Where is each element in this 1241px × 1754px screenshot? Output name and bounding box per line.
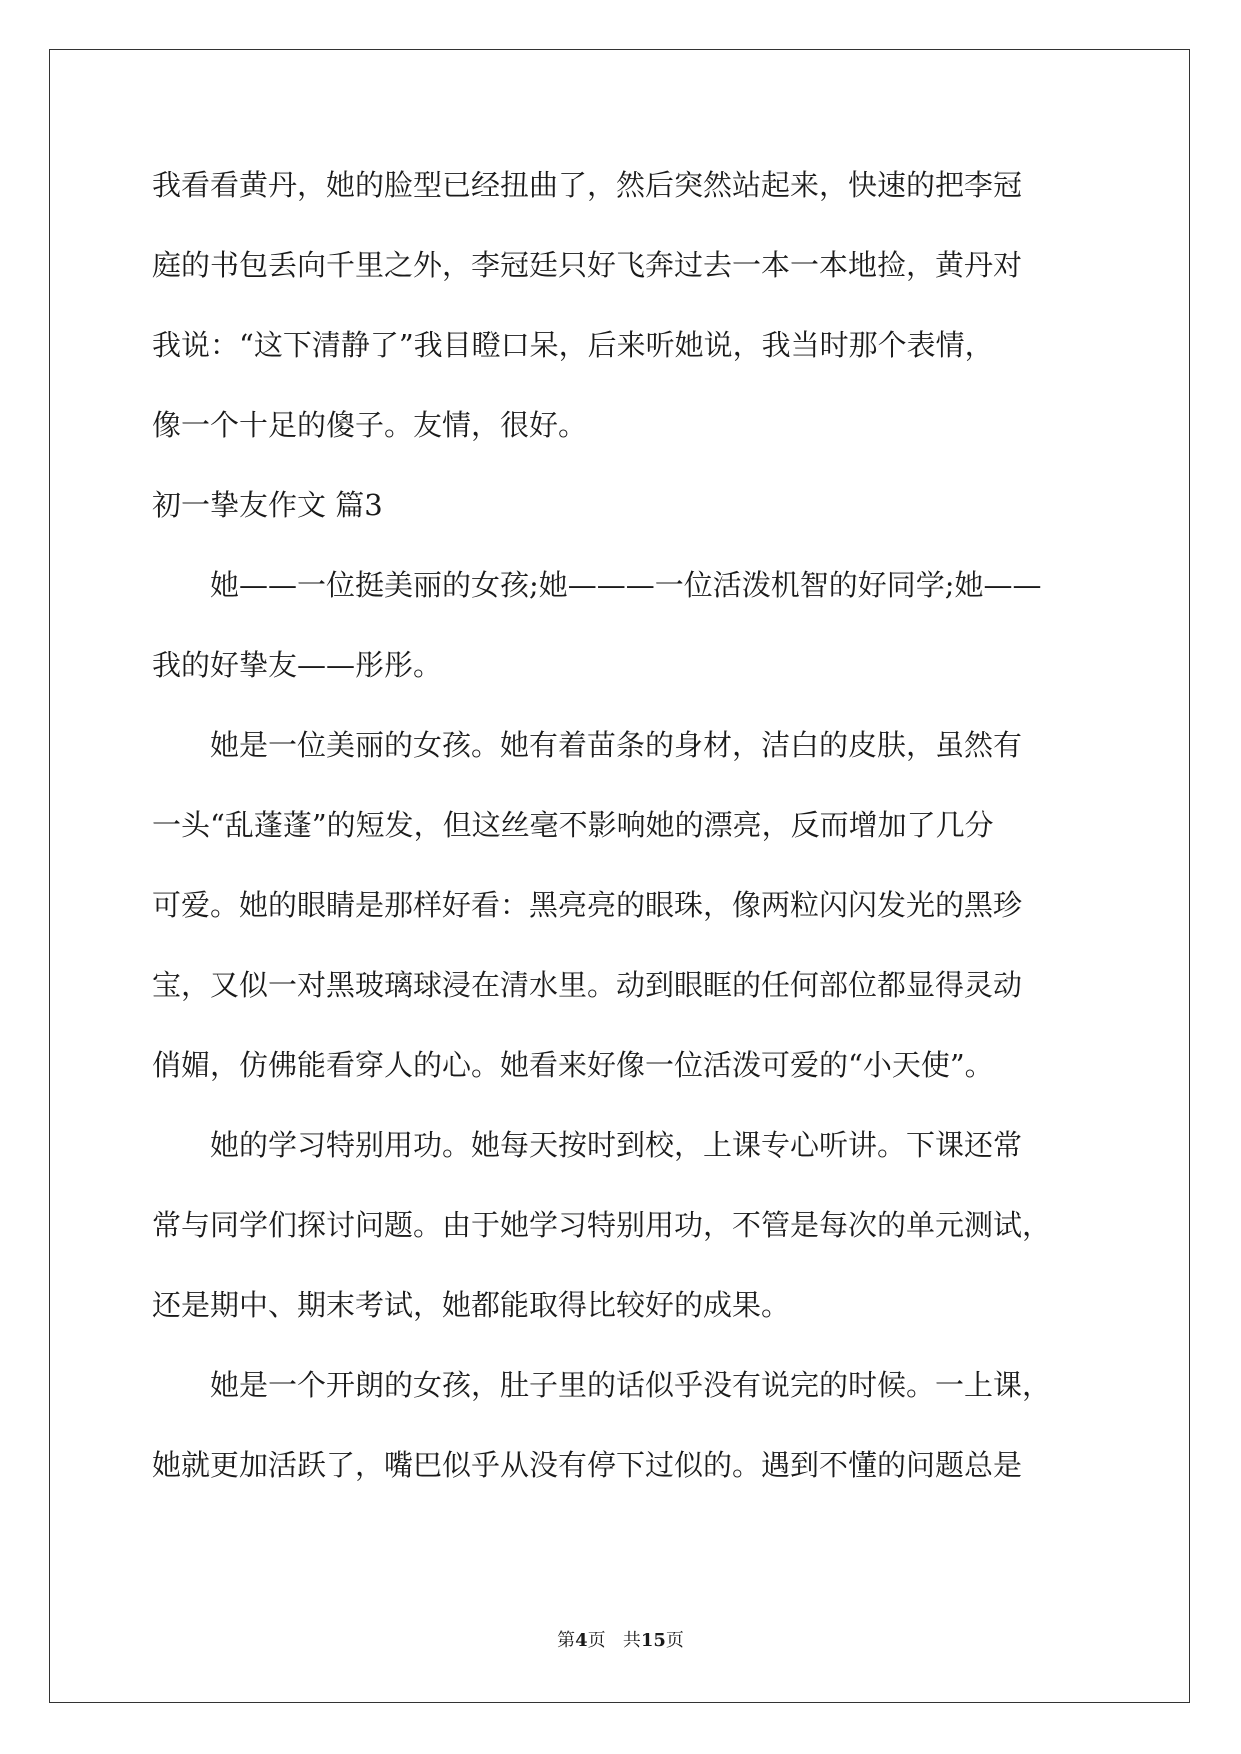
body-line: 她的学习特别用功。她每天按时到校，上课专心听讲。下课还常: [152, 1128, 1023, 1162]
page-number: 4: [575, 1630, 588, 1651]
page-footer: [0, 1626, 1241, 1652]
body-line: 一头“乱蓬蓬”的短发，但这丝毫不影响她的漂亮，反而增加了几分: [152, 808, 994, 842]
body-line: 她是一个开朗的女孩，肚子里的话似乎没有说完的时候。一上课，: [152, 1368, 1052, 1402]
body-line: 她——一位挺美丽的女孩;她———一位活泼机智的好同学;她——: [152, 568, 1042, 602]
footer-page-suffix: 页: [587, 1630, 606, 1651]
body-line: 庭的书包丢向千里之外，李冠廷只好飞奔过去一本一本地捡，黄丹对: [152, 248, 1023, 282]
body-line: 她是一位美丽的女孩。她有着苗条的身材，洁白的皮肤，虽然有: [152, 728, 1023, 762]
body-line: 还是期中、期末考试，她都能取得比较好的成果。: [152, 1288, 791, 1322]
total-pages: 15: [640, 1630, 666, 1651]
body-line: 她就更加活跃了，嘴巴似乎从没有停下过似的。遇到不懂的问题总是: [152, 1448, 1023, 1482]
section-heading: 初一挚友作文 篇3: [152, 488, 383, 522]
body-line: 常与同学们探讨问题。由于她学习特别用功，不管是每次的单元测试，: [152, 1208, 1052, 1242]
body-line: 我看看黄丹，她的脸型已经扭曲了，然后突然站起来，快速的把李冠: [152, 168, 1023, 202]
body-line: 像一个十足的傻子。友情，很好。: [152, 408, 588, 442]
footer-prefix: 第: [557, 1630, 576, 1651]
body-line: 我说：“这下清静了”我目瞪口呆，后来听她说，我当时那个表情，: [152, 328, 994, 362]
body-line: 可爱。她的眼睛是那样好看：黑亮亮的眼珠，像两粒闪闪发光的黑珍: [152, 888, 1023, 922]
body-line: 我的好挚友——彤彤。: [152, 648, 443, 682]
footer-total-prefix: 共: [622, 1630, 641, 1651]
footer-total-suffix: 页: [665, 1630, 684, 1651]
body-line: 俏媚，仿佛能看穿人的心。她看来好像一位活泼可爱的“小天使”。: [152, 1048, 994, 1082]
document-body: [152, 160, 1112, 1520]
body-line: 宝，又似一对黑玻璃球浸在清水里。动到眼眶的任何部位都显得灵动: [152, 968, 1023, 1002]
